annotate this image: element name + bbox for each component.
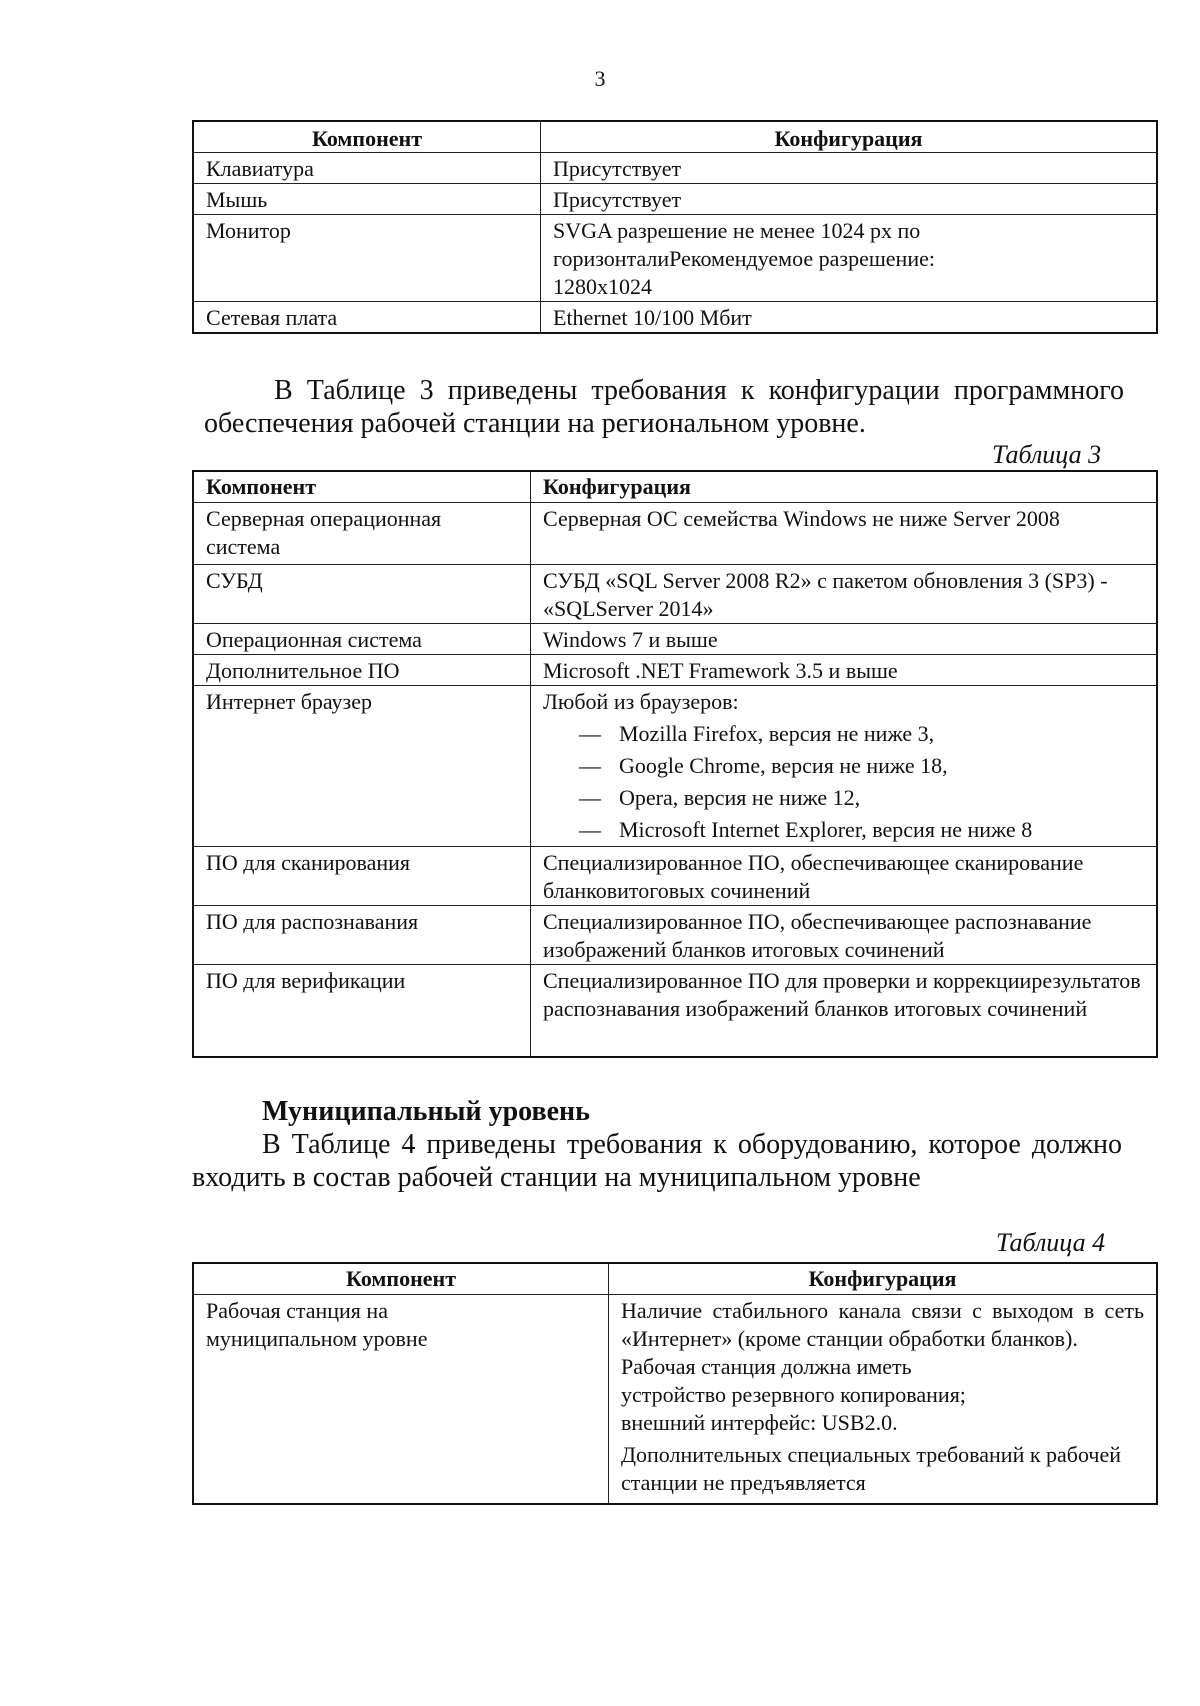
section-heading-municipal: Муниципальный уровень [262, 1096, 590, 1127]
cell-configuration: Специализированное ПО, обеспечивающее распознавание изображений бланков итоговых сочинений [531, 906, 1158, 965]
table-row [193, 184, 1157, 215]
cell-component: Серверная операционная система [193, 503, 531, 565]
hardware-table [192, 120, 1158, 334]
cell-configuration: Присутствует [541, 153, 1158, 184]
column-header-configuration: Конфигурация [541, 121, 1158, 153]
list-item: — Mozilla Firefox, версия не ниже 3, [579, 718, 1144, 750]
table-row [193, 686, 1157, 847]
column-header-component: Компонент [193, 121, 541, 153]
config-paragraph: Рабочая станция должна иметь устройство резервного копирования; внешний интерфейс: USB2.0. [621, 1354, 966, 1435]
table-row [193, 215, 1157, 302]
cell-configuration: SVGA разрешение не менее 1024 px по горизонталиРекомендуемое разрешение: 1280x1024 [541, 215, 1158, 302]
cell-configuration: Ethernet 10/100 Мбит [541, 302, 1158, 334]
list-item: — Google Chrome, версия не ниже 18, [579, 750, 1144, 782]
table3-caption: Таблица 3 [992, 440, 1102, 469]
config-paragraph: Наличие стабильного канала связи с выходом в сеть «Интернет» (кроме станции обработки бланков). [621, 1298, 1144, 1351]
table-row [193, 302, 1157, 334]
table4-caption: Таблица 4 [996, 1228, 1106, 1257]
table-row [193, 906, 1157, 965]
cell-component: ПО для верификации [193, 965, 531, 1057]
cell-configuration: Серверная ОС семейства Windows не ниже Server 2008 [531, 503, 1158, 565]
table-row [193, 1295, 1157, 1505]
config-paragraph: Дополнительных специальных требований к рабочей станции не предъявляется [621, 1442, 1122, 1495]
cell-component: ПО для распознавания [193, 906, 531, 965]
software-table [192, 470, 1158, 1058]
cell-component: Монитор [193, 215, 541, 302]
cell-component: Дополнительное ПО [193, 655, 531, 686]
table-row [193, 565, 1157, 624]
table4-intro-paragraph: В Таблице 4 приведены требования к оборудованию, которое должно входить в состав рабочей станции на муниципальном уровне [192, 1129, 1122, 1193]
cell-component: Сетевая плата [193, 302, 541, 334]
browser-list [579, 718, 1144, 846]
list-item: — Microsoft Internet Explorer, версия не ниже 8 [579, 814, 1144, 846]
cell-configuration: Специализированное ПО для проверки и коррекциирезультатов распознавания изображений бланков итоговых сочинений [531, 965, 1158, 1057]
page-number: 3 [594, 66, 606, 91]
column-header-component: Компонент [193, 1263, 609, 1295]
cell-component: Операционная система [193, 624, 531, 655]
browser-list-intro: Любой из браузеров: [543, 689, 739, 714]
table-header-row [193, 121, 1157, 153]
table-row [193, 965, 1157, 1057]
cell-component: СУБД [193, 565, 531, 624]
cell-component: ПО для сканирования [193, 847, 531, 906]
table-row [193, 655, 1157, 686]
cell-configuration: СУБД «SQL Server 2008 R2» с пакетом обновления 3 (SP3) - «SQLServer 2014» [531, 565, 1158, 624]
column-header-configuration: Конфигурация [609, 1263, 1158, 1295]
cell-configuration: Microsoft .NET Framework 3.5 и выше [531, 655, 1158, 686]
cell-configuration [609, 1295, 1158, 1505]
municipal-table [192, 1262, 1158, 1505]
cell-configuration [531, 686, 1158, 847]
column-header-component: Компонент [193, 471, 531, 503]
list-item: — Opera, версия не ниже 12, [579, 782, 1144, 814]
table-row [193, 624, 1157, 655]
cell-component: Клавиатура [193, 153, 541, 184]
cell-configuration: Присутствует [541, 184, 1158, 215]
table-row [193, 847, 1157, 906]
table-header-row [193, 1263, 1157, 1295]
table3-intro-paragraph: В Таблице 3 приведены требования к конфигурации программного обеспечения рабочей станции на региональном уровне. [204, 375, 1124, 439]
cell-component: Рабочая станция на муниципальном уровне [193, 1295, 609, 1505]
cell-component: Мышь [193, 184, 541, 215]
table-row [193, 503, 1157, 565]
cell-configuration: Специализированное ПО, обеспечивающее сканирование бланковитоговых сочинений [531, 847, 1158, 906]
column-header-configuration: Конфигурация [531, 471, 1158, 503]
table-header-row [193, 471, 1157, 503]
table-row [193, 153, 1157, 184]
cell-component: Интернет браузер [193, 686, 531, 847]
cell-configuration: Windows 7 и выше [531, 624, 1158, 655]
